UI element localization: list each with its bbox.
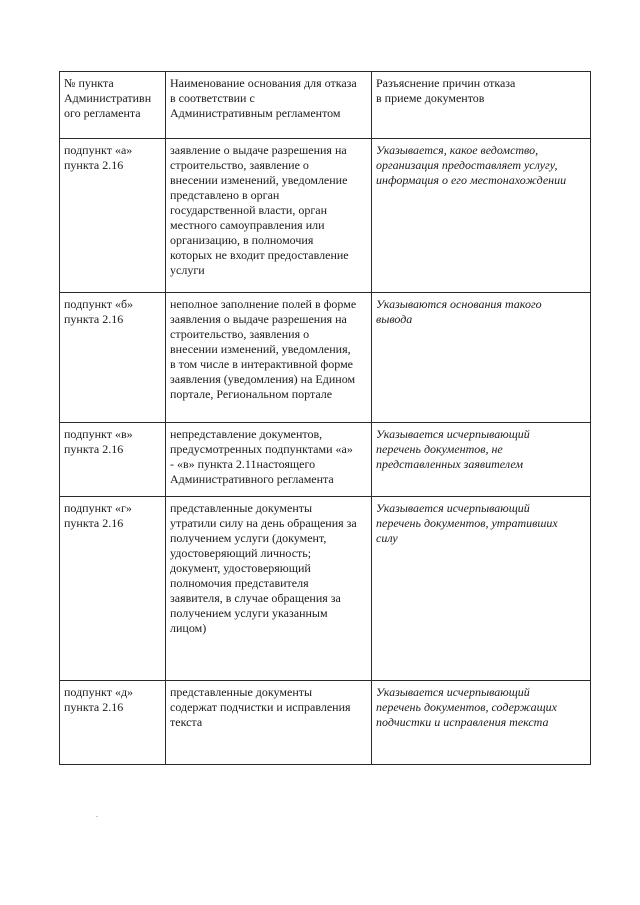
row-explanation-cell xyxy=(372,497,591,681)
row-point-cell xyxy=(60,139,166,293)
row-reason-cell xyxy=(166,423,372,497)
row-point-text: подпункт «б» пункта 2.16 xyxy=(64,297,134,326)
row-point-cell xyxy=(60,293,166,423)
row-reason-cell xyxy=(166,681,372,765)
row-explanation-text: Указывается исчерпывающий перечень документов, не представленных заявителем xyxy=(376,427,530,471)
row-reason-cell xyxy=(166,497,372,681)
header-point-number-text: № пункта Административн ого регламента xyxy=(64,76,152,120)
row-reason-text: заявление о выдаче разрешения на строительство, заявление о внесении изменений, уведомление представлено в орган государственной власти, орган местного самоуправления или организацию, в полномочия которых не входит предоставление услуги xyxy=(170,143,349,277)
table-row xyxy=(60,423,591,497)
row-explanation-text: Указывается, какое ведомство, организация предоставляет услугу, информация о его местонахождении xyxy=(376,143,567,187)
row-explanation-cell xyxy=(372,423,591,497)
table-row xyxy=(60,139,591,293)
refusal-reasons-table xyxy=(59,71,591,765)
row-point-text: подпункт «в» пункта 2.16 xyxy=(64,427,133,456)
row-point-cell xyxy=(60,423,166,497)
row-explanation-cell xyxy=(372,139,591,293)
table-row xyxy=(60,681,591,765)
table-row xyxy=(60,293,591,423)
header-reason-name xyxy=(166,72,372,139)
row-explanation-text: Указывается исчерпывающий перечень документов, содержащих подчистки и исправления текста xyxy=(376,685,557,729)
header-point-number xyxy=(60,72,166,139)
row-reason-cell xyxy=(166,293,372,423)
row-reason-text: непредставление документов, предусмотренных подпунктами «а» - «в» пункта 2.11настоящего Административного регламента xyxy=(170,427,353,486)
row-point-text: подпункт «а» пункта 2.16 xyxy=(64,143,133,172)
row-explanation-text: Указываются основания такого вывода xyxy=(376,297,542,326)
row-reason-text: представленные документы содержат подчистки и исправления текста xyxy=(170,685,351,729)
row-reason-text: неполное заполнение полей в форме заявления о выдаче разрешения на строительство, заявления о внесении изменений, уведомления, в том числе в интерактивной форме заявления (уведомления) на Едином портале, Региональном портале xyxy=(170,297,357,401)
header-reason-name-text: Наименование основания для отказа в соответствии с Административным регламентом xyxy=(170,76,357,120)
row-point-cell xyxy=(60,681,166,765)
table-row xyxy=(60,497,591,681)
row-point-cell xyxy=(60,497,166,681)
row-point-text: подпункт «г» пункта 2.16 xyxy=(64,501,132,530)
row-reason-text: представленные документы утратили силу на день обращения за получением услуги (документ, удостоверяющий личность; документ, удостоверяющий полномочия представителя заявителя, в случае обращения за получением услуги указанным лицом) xyxy=(170,501,357,635)
row-explanation-text: Указывается исчерпывающий перечень документов, утративших силу xyxy=(376,501,558,545)
header-explanation xyxy=(372,72,591,139)
row-point-text: подпункт «д» пункта 2.16 xyxy=(64,685,134,714)
header-explanation-text: Разъяснение причин отказа в приеме документов xyxy=(376,76,516,105)
row-explanation-cell xyxy=(372,293,591,423)
row-explanation-cell xyxy=(372,681,591,765)
table-header-row xyxy=(60,72,591,139)
row-reason-cell xyxy=(166,139,372,293)
scan-speck xyxy=(96,816,98,817)
